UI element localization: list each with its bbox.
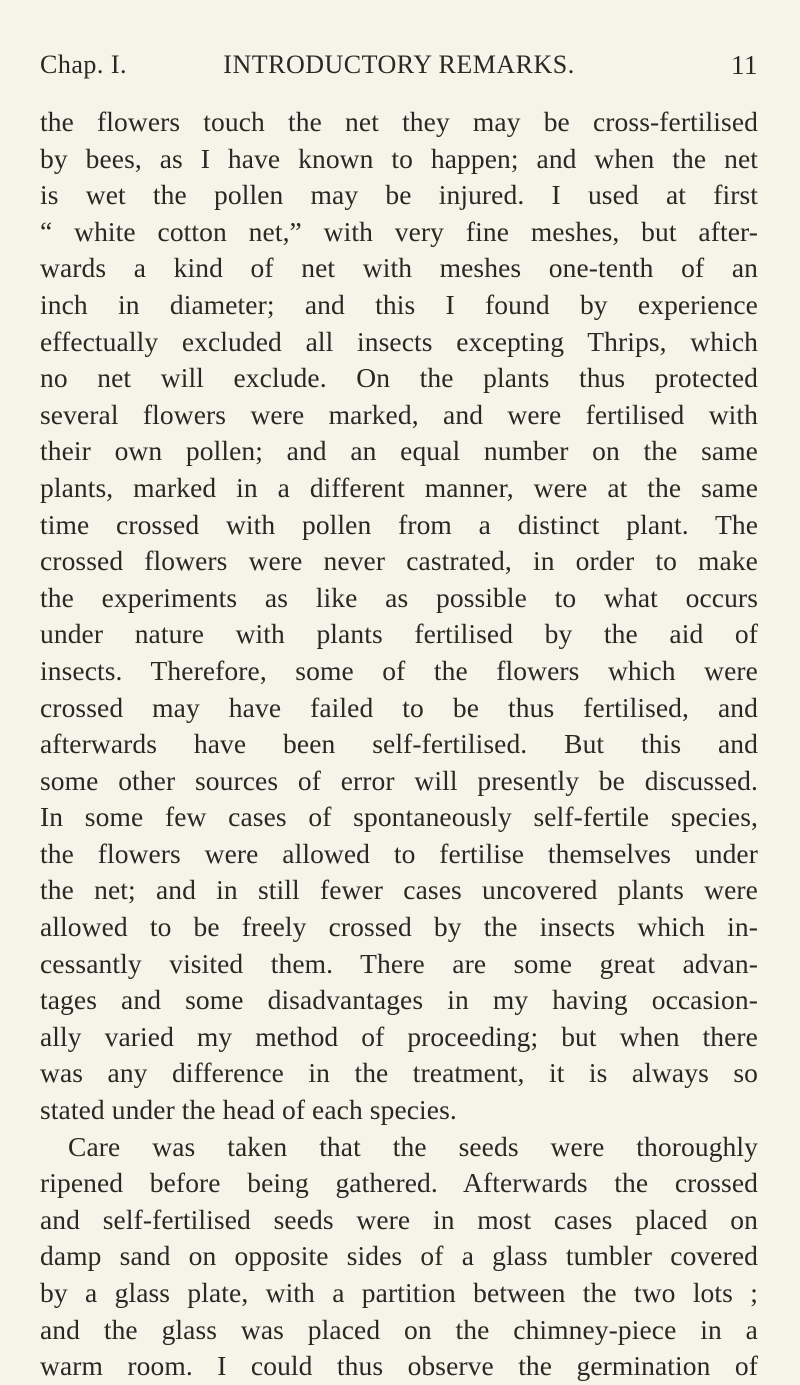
text-line: effectually excluded all insects excepting Thrips, which (40, 325, 758, 357)
text-line: inch in diameter; and this I found by experience (40, 288, 758, 320)
text-line: and the glass was placed on the chimney-piece in a (40, 1313, 758, 1345)
text-line: the experiments as like as possible to what occurs (40, 581, 758, 613)
text-line: “ white cotton net,” with very fine meshes, but after- (40, 215, 758, 247)
text-line: and self-fertilised seeds were in most cases placed on (40, 1203, 758, 1235)
paragraph-start-line: Care was taken that the seeds were thoroughly (68, 1130, 758, 1162)
text-line: crossed may have failed to be thus fertilised, and (40, 691, 758, 723)
text-line: cessantly visited them. There are some great advan- (40, 947, 758, 979)
text-line: time crossed with pollen from a distinct plant. The (40, 508, 758, 540)
text-line: no net will exclude. On the plants thus protected (40, 362, 758, 394)
text-line: some other sources of error will presently be discussed. (40, 764, 758, 796)
text-line: tages and some disadvantages in my having occasion- (40, 984, 758, 1016)
chapter-label: Chap. I. (40, 50, 128, 79)
text-line: wards a kind of net with meshes one-tenth of an (40, 252, 758, 284)
text-line: their own pollen; and an equal number on the same (40, 435, 758, 467)
text-line: crossed flowers were never castrated, in order to make (40, 545, 758, 577)
running-header (40, 50, 758, 84)
text-line: several flowers were marked, and were fertilised with (40, 398, 758, 430)
body-text (40, 104, 758, 1385)
text-line: warm room. I could thus observe the germination of (40, 1350, 758, 1382)
text-line: under nature with plants fertilised by the aid of (40, 618, 758, 650)
text-line: was any difference in the treatment, it is always so (40, 1057, 758, 1089)
text-line: In some few cases of spontaneously self-fertile species, (40, 801, 758, 833)
page-number: 11 (731, 50, 758, 80)
text-line: allowed to be freely crossed by the insects which in- (40, 911, 758, 943)
text-line: the flowers were allowed to fertilise themselves under (40, 837, 758, 869)
text-line: is wet the pollen may be injured. I used at first (40, 179, 758, 211)
text-line: by a glass plate, with a partition between the two lots ; (40, 1277, 758, 1308)
text-line: ally varied my method of proceeding; but when there (40, 1020, 758, 1052)
text-line: the flowers touch the net they may be cross-fertilised (40, 106, 758, 137)
text-line: the net; and in still fewer cases uncovered plants were (40, 874, 758, 906)
text-line: plants, marked in a different manner, were at the same (40, 471, 758, 503)
text-line: afterwards have been self-fertilised. But this and (40, 728, 758, 760)
text-line: ripened before being gathered. Afterwards the crossed (40, 1167, 758, 1199)
running-title: INTRODUCTORY REMARKS. (223, 50, 575, 79)
text-line: damp sand on opposite sides of a glass tumbler covered (40, 1240, 758, 1272)
paragraph-end-line: stated under the head of each species. (40, 1094, 457, 1126)
text-line: insects. Therefore, some of the flowers which were (40, 654, 758, 686)
text-line: by bees, as I have known to happen; and when the net (40, 142, 758, 174)
